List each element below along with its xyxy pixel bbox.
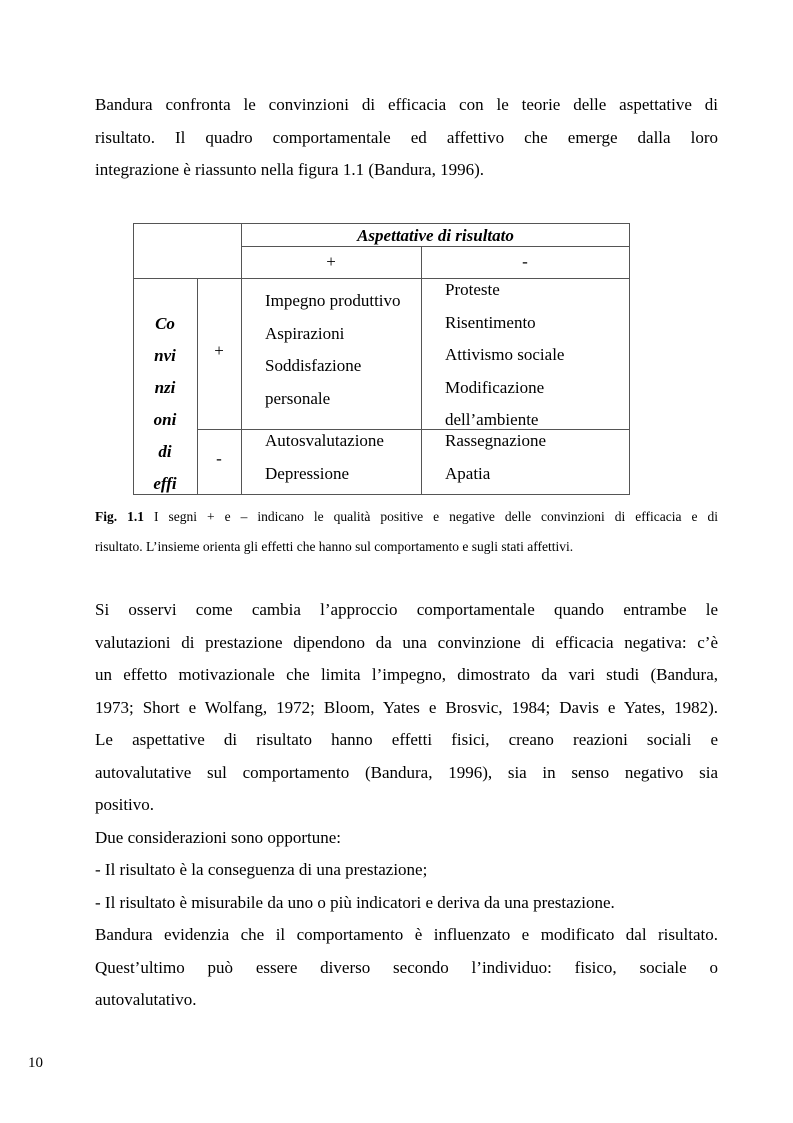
row-header-plus: + [214, 341, 224, 360]
cell-line: Modificazione [445, 377, 545, 397]
row-label-part: effi [153, 474, 177, 493]
body-line: Le aspettative di risultato hanno effetti fisici, creano reazioni sociali e [95, 730, 718, 749]
cell-line: Aspirazioni [265, 323, 345, 343]
body-line: Quest’ultimo può essere diverso secondo l’individuo: fisico, sociale o [95, 957, 718, 977]
caption-text: I segni + e – indicano le qualità positive e negative delle convinzioni di efficacia e di [154, 509, 719, 524]
body-line: Si osservi come cambia l’approccio comportamentale quando entrambe le [95, 600, 718, 619]
cell-line: Impegno produttivo [265, 291, 401, 310]
cell-line: Soddisfazione [265, 356, 362, 375]
body-line: un effetto motivazionale che limita l’impegno, dimostrato da vari studi (Bandura, [95, 665, 718, 684]
table-border [133, 494, 630, 495]
intro-line: integrazione è riassunto nella figura 1.1 (Bandura, 1996). [95, 160, 484, 179]
figure-caption [95, 502, 718, 562]
table-rule [241, 278, 242, 495]
col-header-minus: - [522, 252, 528, 271]
table-rule [421, 246, 422, 495]
row-label-part: oni [153, 410, 177, 429]
page-number: 10 [28, 1055, 43, 1071]
cell-line: dell’ambiente [445, 410, 539, 429]
cell-line: Attivismo sociale [445, 345, 565, 364]
cell-line: Proteste [445, 280, 500, 299]
bullet-item: - Il risultato è misurabile da uno o più indicatori e deriva da una prestazione. [95, 892, 615, 912]
col-header-plus: + [326, 252, 336, 271]
row-label-part: nvi [154, 346, 176, 365]
body-line: Due considerazioni sono opportune: [95, 827, 341, 847]
body-line: positivo. [95, 795, 155, 814]
body-line: autovalutative sul comportamento (Bandura, 1996), sia in senso negativo sia [95, 762, 718, 782]
row-label-part: Co [155, 314, 175, 333]
table-header-title: Aspettative di risultato [357, 226, 514, 245]
bullet-item: - Il risultato è la conseguenza di una prestazione; [95, 860, 428, 879]
cell-plus-plus [265, 285, 401, 415]
body-text [95, 594, 718, 1017]
row-label-part: di [158, 442, 172, 461]
cell-line: Depressione [265, 463, 350, 483]
cell-minus-plus [265, 425, 384, 490]
body-line: 1973; Short e Wolfang, 1972; Bloom, Yates e Brosvic, 1984; Davis e Yates, 1982). [95, 697, 718, 717]
intro-line: risultato. Il quadro comportamentale ed affettivo che emerge dalla loro [95, 127, 718, 147]
cell-plus-minus [445, 274, 564, 437]
cell-line: Apatia [445, 463, 491, 483]
row-label [133, 308, 197, 500]
row-label-part: nzi [154, 378, 176, 397]
caption-line: risultato. L’insieme orienta gli effetti che hanno sul comportamento e sugli stati affettivi. [95, 539, 574, 554]
cell-minus-minus [445, 425, 546, 490]
intro-line: Bandura confronta le convinzioni di efficacia con le teorie delle aspettative di [95, 95, 718, 114]
body-line: autovalutativo. [95, 990, 197, 1009]
table-rule [197, 429, 630, 430]
body-line: Bandura evidenzia che il comportamento è influenzato e modificato dal risultato. [95, 925, 718, 944]
body-line: valutazioni di prestazione dipendono da una convinzione di efficacia negativa: c’è [95, 632, 718, 652]
cell-line: personale [265, 388, 331, 408]
cell-line: Rassegnazione [445, 431, 547, 450]
intro-paragraph [95, 89, 718, 187]
cell-line: Risentimento [445, 312, 536, 332]
row-header-minus: - [216, 449, 222, 468]
caption-label: Fig. 1.1 [95, 509, 144, 524]
caption-line [95, 502, 718, 532]
cell-line: Autosvalutazione [265, 431, 384, 450]
table-border [629, 223, 630, 495]
figure-table [133, 223, 630, 495]
